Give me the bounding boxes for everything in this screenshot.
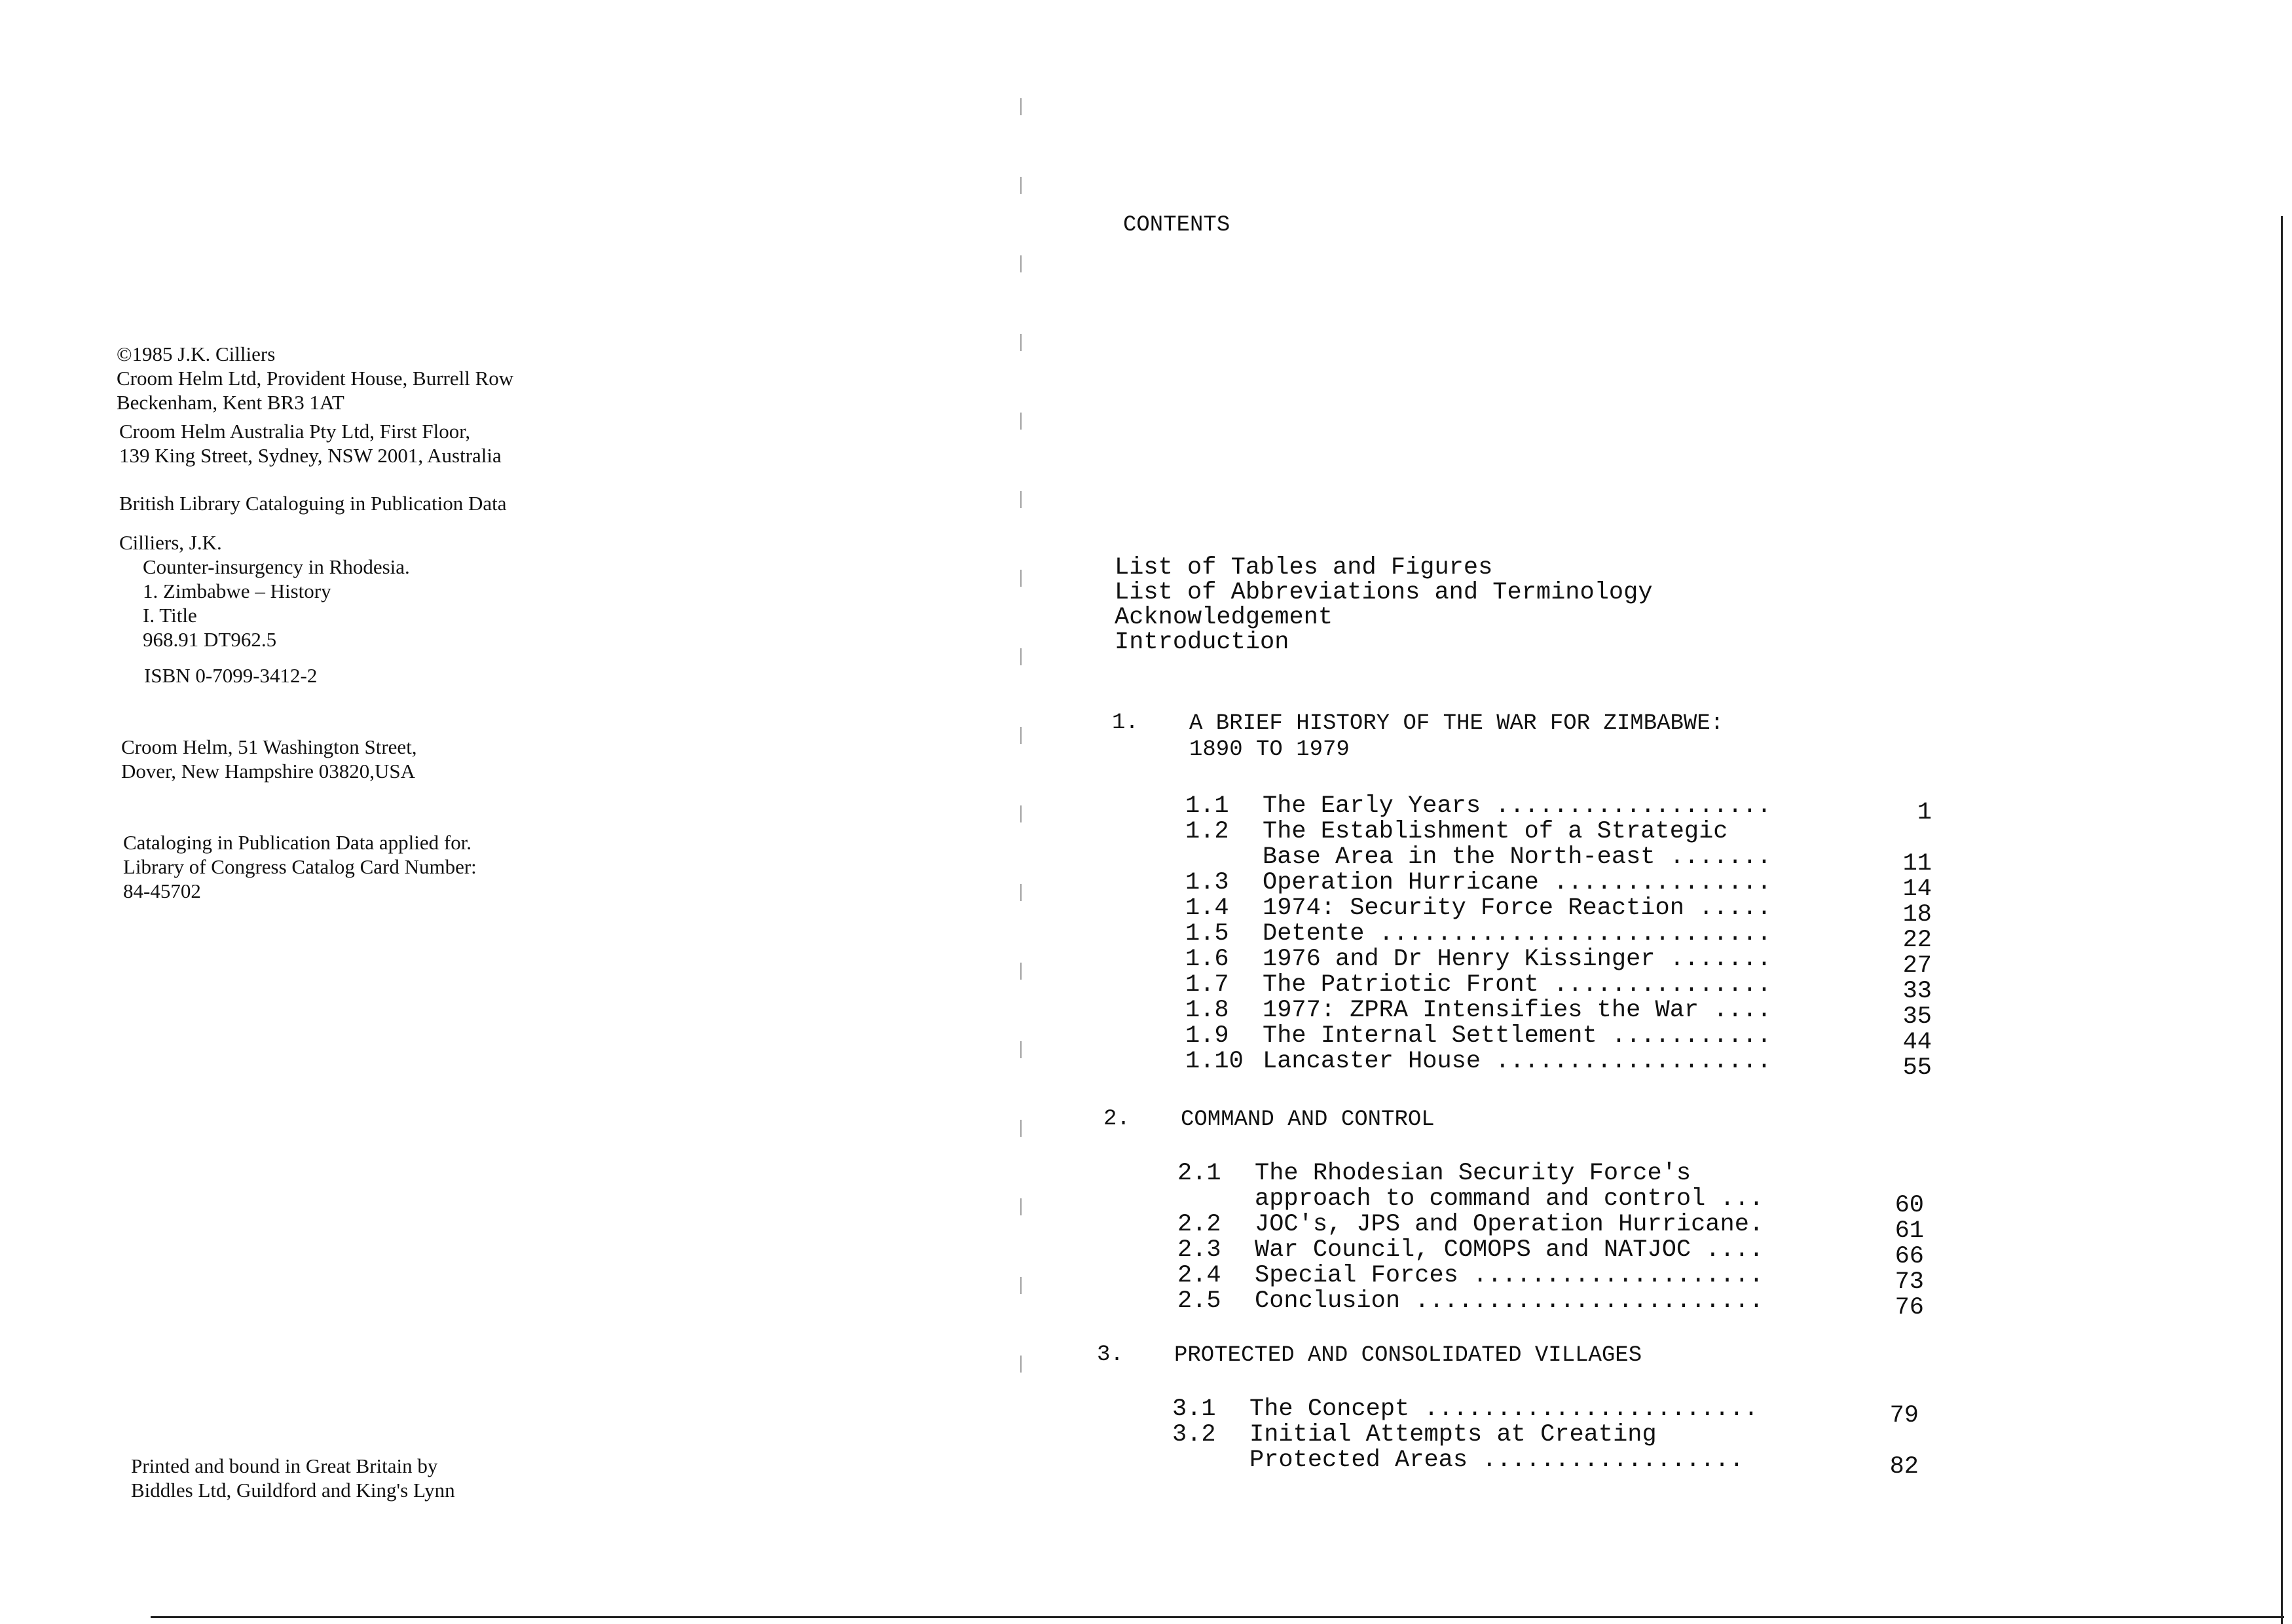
section-number: 1.5 bbox=[1185, 920, 1229, 948]
section-number: 2.1 bbox=[1177, 1160, 1221, 1187]
page-number: 82 bbox=[1889, 1453, 1919, 1481]
imprint-line: Biddles Ltd, Guildford and King's Lynn bbox=[131, 1479, 455, 1502]
toc-entry bbox=[1185, 869, 1932, 903]
toc-entry bbox=[1177, 1262, 1924, 1296]
imprint-line: Croom Helm, 51 Washington Street, bbox=[121, 735, 417, 758]
toc-entry bbox=[1185, 997, 1932, 1031]
section-title: The Rhodesian Security Force's bbox=[1255, 1161, 1691, 1187]
section-title: The Early Years ................... bbox=[1263, 794, 1772, 819]
cip-line: Cilliers, J.K. bbox=[119, 531, 222, 554]
imprint-line: Cataloging in Publication Data applied for. bbox=[123, 831, 472, 854]
section-number: 1.9 bbox=[1185, 1022, 1229, 1050]
section-number: 1.7 bbox=[1185, 971, 1229, 999]
cip-heading: British Library Cataloguing in Publication Data bbox=[119, 492, 507, 515]
chapter-title bbox=[1181, 1107, 1435, 1133]
section-title-continued: approach to command and control ... bbox=[1255, 1187, 1764, 1212]
cip-line: 968.91 DT962.5 bbox=[143, 628, 277, 651]
toc-entry bbox=[1172, 1395, 1919, 1430]
copyright-block bbox=[117, 342, 513, 415]
section-number: 2.4 bbox=[1177, 1262, 1221, 1289]
contents-page bbox=[1022, 0, 2292, 1621]
section-title: Special Forces .................... bbox=[1255, 1263, 1764, 1289]
toc-entry bbox=[1185, 818, 1932, 877]
page-number: 55 bbox=[1902, 1054, 1932, 1082]
imprint-page bbox=[0, 0, 1022, 1621]
chapter-title-line: 1890 TO 1979 bbox=[1189, 737, 1350, 762]
imprint-line: Beckenham, Kent BR3 1AT bbox=[117, 391, 344, 414]
section-number: 3.1 bbox=[1172, 1395, 1216, 1423]
chapter-number: 2. bbox=[1103, 1107, 1130, 1132]
chapter-number: 1. bbox=[1112, 710, 1139, 735]
section-title: Detente ........................... bbox=[1263, 921, 1772, 947]
us-address bbox=[121, 735, 417, 783]
chapter-title bbox=[1174, 1342, 1642, 1369]
section-number: 3.2 bbox=[1172, 1421, 1216, 1449]
section-title: 1977: ZPRA Intensifies the War .... bbox=[1263, 998, 1772, 1024]
section-number: 1.8 bbox=[1185, 997, 1229, 1024]
section-number: 2.5 bbox=[1177, 1287, 1221, 1315]
toc-entry bbox=[1177, 1236, 1924, 1270]
page-number: 61 bbox=[1895, 1217, 1924, 1245]
section-title: Lancaster House ................... bbox=[1263, 1049, 1772, 1075]
cip-line: Counter-insurgency in Rhodesia. bbox=[143, 555, 410, 578]
section-number: 1.2 bbox=[1185, 818, 1229, 845]
page-number: 1 bbox=[1917, 799, 1932, 826]
cip-entry bbox=[119, 530, 410, 652]
page-number: 22 bbox=[1902, 927, 1932, 954]
page-number: 79 bbox=[1889, 1402, 1919, 1430]
page-number: 27 bbox=[1902, 952, 1932, 980]
section-number: 2.3 bbox=[1177, 1236, 1221, 1264]
imprint-line: Printed and bound in Great Britain by bbox=[131, 1454, 438, 1477]
section-list bbox=[1172, 1395, 1919, 1481]
page-number: 76 bbox=[1895, 1294, 1924, 1321]
section-title: Operation Hurricane ............... bbox=[1263, 870, 1772, 896]
chapter-title-line: COMMAND AND CONTROL bbox=[1181, 1107, 1435, 1132]
section-title: War Council, COMOPS and NATJOC .... bbox=[1255, 1238, 1764, 1263]
chapter-title-line: PROTECTED AND CONSOLIDATED VILLAGES bbox=[1174, 1343, 1642, 1368]
toc-entry bbox=[1185, 895, 1932, 929]
section-title-continued: Base Area in the North-east ....... bbox=[1263, 845, 1772, 870]
page-number: 60 bbox=[1895, 1192, 1924, 1219]
imprint-line: ©1985 J.K. Cilliers bbox=[117, 342, 276, 365]
section-title: Conclusion ........................ bbox=[1255, 1289, 1764, 1314]
toc-entry bbox=[1185, 920, 1932, 954]
imprint-line: 139 King Street, Sydney, NSW 2001, Australia bbox=[119, 444, 502, 467]
page-number: 33 bbox=[1902, 978, 1932, 1005]
toc-entry bbox=[1185, 1048, 1932, 1082]
section-number: 1.10 bbox=[1185, 1048, 1244, 1075]
page-number: 66 bbox=[1895, 1243, 1924, 1270]
section-title: Initial Attempts at Creating bbox=[1249, 1422, 1657, 1448]
section-title-continued: Protected Areas .................. bbox=[1249, 1448, 1744, 1473]
front-matter-item: List of Abbreviations and Terminology bbox=[1115, 579, 1653, 606]
isbn: ISBN 0-7099-3412-2 bbox=[144, 664, 318, 687]
cip-line: 1. Zimbabwe – History bbox=[143, 580, 331, 602]
imprint-line: Dover, New Hampshire 03820,USA bbox=[121, 760, 416, 783]
section-title: The Establishment of a Strategic bbox=[1263, 819, 1728, 845]
page-number: 44 bbox=[1902, 1029, 1932, 1056]
chapter-title-line: A BRIEF HISTORY OF THE WAR FOR ZIMBABWE: bbox=[1189, 711, 1724, 736]
section-title: The Patriotic Front ............... bbox=[1263, 972, 1772, 998]
imprint-line: 84-45702 bbox=[123, 879, 201, 902]
toc-entry bbox=[1172, 1421, 1919, 1481]
page-number: 73 bbox=[1895, 1268, 1924, 1296]
section-number: 1.4 bbox=[1185, 895, 1229, 922]
toc-entry bbox=[1185, 1022, 1932, 1056]
toc-entry bbox=[1185, 792, 1932, 826]
page-number: 14 bbox=[1902, 876, 1932, 903]
cip-line: I. Title bbox=[143, 604, 197, 627]
imprint-line: Croom Helm Australia Pty Ltd, First Floor, bbox=[119, 420, 471, 443]
section-number: 1.3 bbox=[1185, 869, 1229, 896]
section-title: 1974: Security Force Reaction ..... bbox=[1263, 896, 1772, 921]
section-title: JOC's, JPS and Operation Hurricane. bbox=[1255, 1212, 1764, 1238]
chapter-title bbox=[1189, 710, 1724, 763]
imprint-line: Library of Congress Catalog Card Number: bbox=[123, 855, 477, 878]
section-number: 1.6 bbox=[1185, 946, 1229, 973]
loc-cataloging bbox=[123, 830, 477, 903]
australia-address bbox=[119, 419, 502, 468]
section-title: The Internal Settlement ........... bbox=[1263, 1024, 1772, 1049]
toc-entry bbox=[1185, 971, 1932, 1005]
printer-credit bbox=[131, 1454, 455, 1502]
chapter-number: 3. bbox=[1097, 1342, 1124, 1367]
toc-entry bbox=[1185, 946, 1932, 980]
page-number: 11 bbox=[1902, 850, 1932, 877]
front-matter-item: Acknowledgement bbox=[1115, 604, 1333, 631]
toc-entry bbox=[1177, 1287, 1924, 1321]
section-title: The Concept ....................... bbox=[1249, 1397, 1759, 1422]
front-matter-list bbox=[1115, 555, 1653, 655]
section-list bbox=[1185, 792, 1932, 1082]
page-number: 35 bbox=[1902, 1003, 1932, 1031]
toc-entry bbox=[1177, 1160, 1924, 1219]
section-number: 2.2 bbox=[1177, 1211, 1221, 1238]
front-matter-item: List of Tables and Figures bbox=[1115, 554, 1493, 581]
front-matter-item: Introduction bbox=[1115, 629, 1289, 656]
imprint-line: Croom Helm Ltd, Provident House, Burrell Row bbox=[117, 367, 514, 390]
toc-entry bbox=[1177, 1211, 1924, 1245]
section-number: 1.1 bbox=[1185, 792, 1229, 820]
section-title: 1976 and Dr Henry Kissinger ....... bbox=[1263, 947, 1772, 972]
page-number: 18 bbox=[1902, 901, 1932, 929]
section-list bbox=[1177, 1160, 1924, 1321]
contents-heading: CONTENTS bbox=[1123, 213, 1230, 238]
